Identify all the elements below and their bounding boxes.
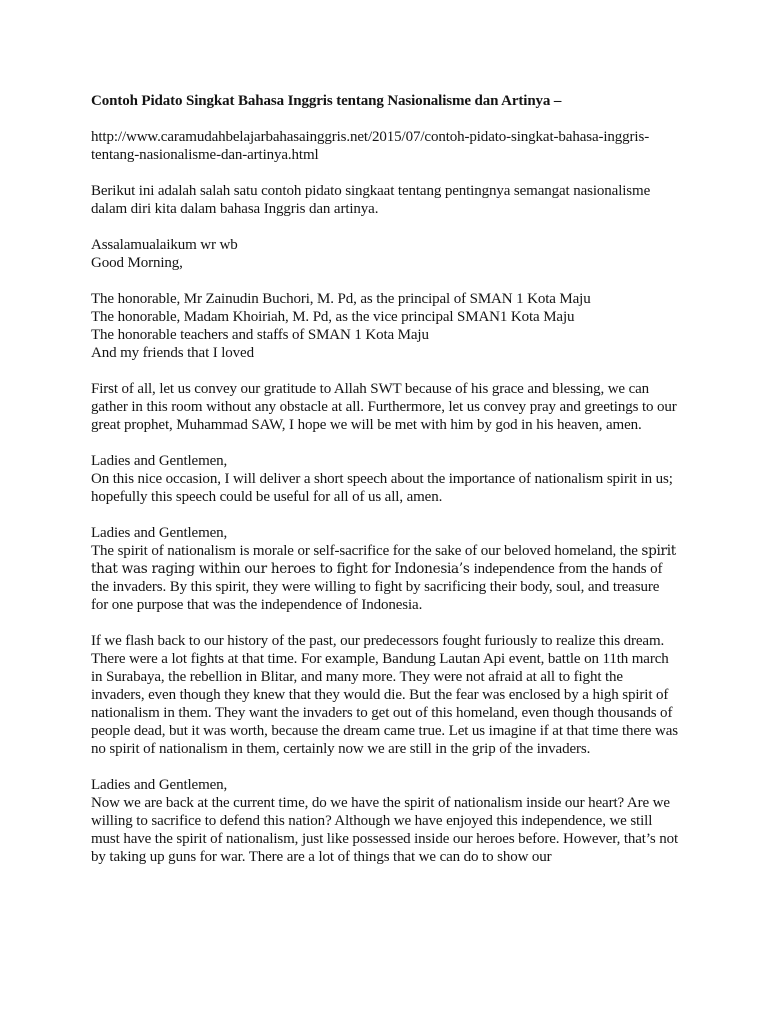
spirit-section [91, 524, 679, 614]
salutation-block [91, 236, 679, 272]
salutation-arabic-greeting: Assalamualaikum wr wb [91, 237, 238, 253]
spirit-body-part1: The spirit of nationalism is morale or self-sacrifice for the sake of our beloved homeland, the [91, 543, 642, 559]
intro-paragraph: Berikut ini adalah salah satu contoh pidato singkaat tentang pentingnya semangat nasionalisme dalam diri kita dalam bahasa Inggris dan artinya. [91, 183, 651, 217]
document-title: Contoh Pidato Singkat Bahasa Inggris tentang Nasionalisme dan Artinya – [91, 93, 562, 109]
salutation-good-morning: Good Morning, [91, 255, 183, 271]
section-heading-spirit: Ladies and Gentlemen, [91, 525, 228, 541]
present-body: Now we are back at the current time, do we have the spirit of nationalism inside our heart? Are we willing to sacrifice to defend this nation? Although we have enjoyed this independence, we still must have the spirit of nationalism, just like possessed inside our heroes before. However, that’s not by taking up guns for war. There are a lot of things that we can do to show our [91, 795, 679, 865]
spirit-body-part3: independence from the hands of the invaders. By this spirit, they were willing to fight by sacrificing their body, soul, and treasure for one purpose that was the independence of Indonesia. [91, 561, 663, 613]
occasion-body: On this nice occasion, I will deliver a short speech about the importance of nationalism spirit in us; hopefully this speech could be useful for all of us all, amen. [91, 471, 673, 505]
section-heading-present: Ladies and Gentlemen, [91, 777, 228, 793]
present-section [91, 776, 679, 866]
honorifics-block [91, 290, 679, 362]
section-heading-occasion: Ladies and Gentlemen, [91, 453, 228, 469]
occasion-section [91, 452, 679, 506]
honorific-friends: And my friends that I loved [91, 345, 254, 361]
honorific-principal: The honorable, Mr Zainudin Buchori, M. Pd, as the principal of SMAN 1 Kota Maju [91, 291, 591, 307]
honorific-vice-principal: The honorable, Madam Khoiriah, M. Pd, as the vice principal SMAN1 Kota Maju [91, 309, 575, 325]
spirit-body-part2-altfont: spirit that was raging within our heroes to fight for Indonesia’s [91, 543, 676, 577]
honorific-teachers-staffs: The honorable teachers and staffs of SMAN 1 Kota Maju [91, 327, 429, 343]
history-paragraph: If we flash back to our history of the past, our predecessors fought furiously to realize this dream. There were a lot fights at that time. For example, Bandung Lautan Api event, battle on 11th march in Surabaya, the rebellion in Blitar, and many more. They were not afraid at all to fight the invaders, even though they knew that they would die. But the fear was enclosed by a high spirit of nationalism in them. They want the invaders to get out of this homeland, even though thousands of people dead, but it was worth, because the dream came true. Let us imagine if at that time there was no spirit of nationalism in them, certainly now we are still in the grip of the invaders. [91, 633, 678, 757]
gratitude-paragraph: First of all, let us convey our gratitude to Allah SWT because of his grace and blessing, we can gather in this room without any obstacle at all. Furthermore, let us convey pray and greetings to our great prophet, Muhammad SAW, I hope we will be met with him by god in his heaven, amen. [91, 381, 677, 433]
source-url: http://www.caramudahbelajarbahasainggris.net/2015/07/contoh-pidato-singkat-bahasa-inggris-tentang-nasionalisme-dan-artinya.html [91, 129, 650, 163]
